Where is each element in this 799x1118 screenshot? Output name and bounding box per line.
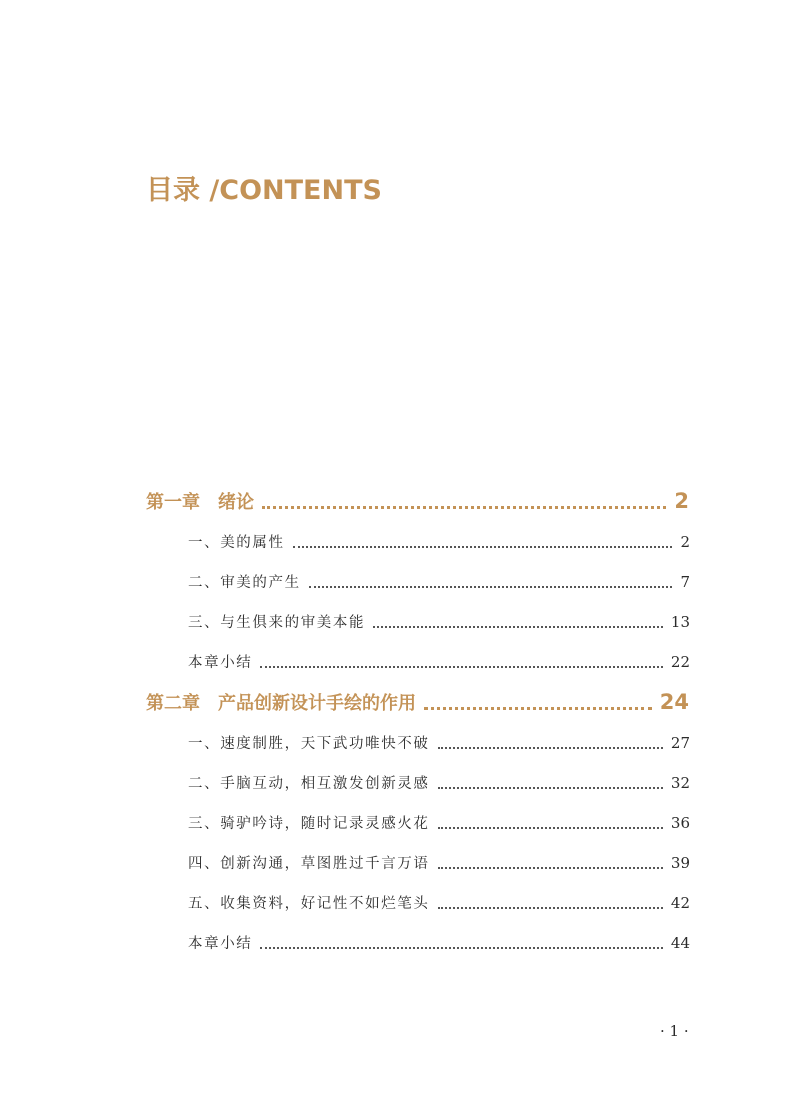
toc-entry-label: 第二章 产品创新设计手绘的作用 — [146, 693, 416, 714]
toc-page-number: 13 — [670, 613, 690, 631]
toc-page-number: 44 — [670, 934, 690, 952]
dot-leader — [438, 907, 663, 909]
toc-entry-label: 一、美的属性 — [188, 535, 285, 551]
dot-leader — [260, 947, 663, 949]
toc-entry-label: 三、骑驴吟诗，随时记录灵感火花 — [188, 816, 430, 832]
dot-leader — [293, 546, 673, 548]
toc-section[interactable] — [188, 932, 690, 953]
toc-page-number: 27 — [670, 734, 690, 752]
toc-entry-label: 二、审美的产生 — [188, 575, 301, 591]
toc-entry-label: 本章小结 — [188, 655, 253, 671]
toc-section[interactable] — [188, 732, 690, 753]
toc-entry-label: 第一章 绪论 — [146, 492, 254, 513]
toc-section[interactable] — [188, 852, 690, 873]
toc-chapter-2[interactable] — [146, 689, 689, 715]
toc-entry-label: 四、创新沟通，草图胜过千言万语 — [188, 856, 430, 872]
dot-leader — [260, 666, 663, 668]
toc-section[interactable] — [188, 651, 690, 672]
toc-page-number: 32 — [670, 774, 690, 792]
toc-page-number: 39 — [670, 854, 690, 872]
toc-page-number: 2 — [674, 489, 689, 513]
toc-section[interactable] — [188, 571, 690, 592]
toc-page-number: 24 — [659, 690, 689, 714]
toc-page-number: 36 — [670, 814, 690, 832]
toc-section[interactable] — [188, 892, 690, 913]
toc-entry-label: 三、与生俱来的审美本能 — [188, 615, 366, 631]
dot-leader — [262, 506, 666, 509]
dot-leader — [438, 787, 663, 789]
toc-page-number: 22 — [670, 653, 690, 671]
dot-leader — [373, 626, 663, 628]
toc-page-number: 2 — [680, 533, 690, 551]
toc-page-number: 42 — [670, 894, 690, 912]
toc-section[interactable] — [188, 812, 690, 833]
toc-entry-label: 二、手脑互动，相互激发创新灵感 — [188, 776, 430, 792]
dot-leader — [438, 747, 663, 749]
toc-section[interactable] — [188, 531, 690, 552]
page-number-footer: · 1 · — [660, 1022, 689, 1040]
dot-leader — [438, 827, 663, 829]
toc-section[interactable] — [188, 772, 690, 793]
toc-entry-label: 五、收集资料，好记性不如烂笔头 — [188, 896, 430, 912]
toc-page-number: 7 — [680, 573, 690, 591]
toc-chapter-1[interactable] — [146, 488, 689, 514]
page-title: 目录 /CONTENTS — [146, 175, 382, 206]
dot-leader — [424, 707, 652, 710]
toc-section[interactable] — [188, 611, 690, 632]
dot-leader — [309, 586, 673, 588]
toc-entry-label: 一、速度制胜，天下武功唯快不破 — [188, 736, 430, 752]
toc-entry-label: 本章小结 — [188, 936, 253, 952]
dot-leader — [438, 867, 663, 869]
